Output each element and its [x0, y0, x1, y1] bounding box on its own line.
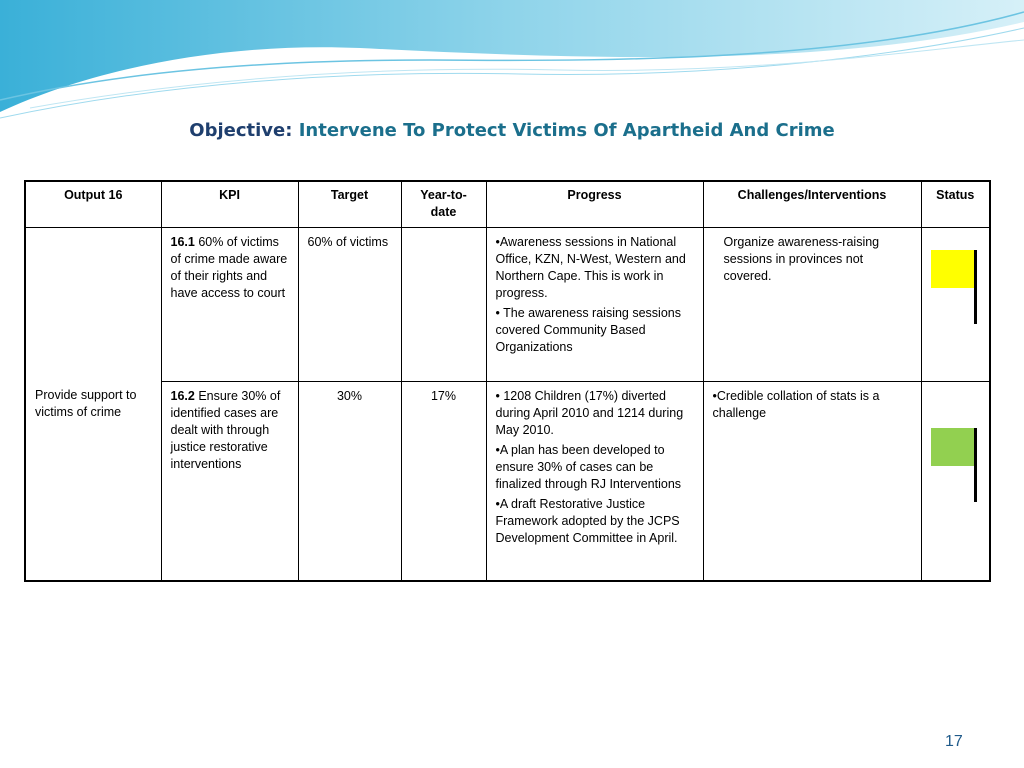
target-cell: 60% of victims	[298, 228, 401, 382]
header-wave-decoration	[0, 0, 1024, 125]
challenges-cell: Organize awareness-raising sessions in provinces not covered.	[703, 228, 921, 382]
status-cell	[921, 382, 990, 582]
slide-title	[0, 120, 1024, 141]
ytd-cell	[401, 228, 486, 382]
header-status: Status	[921, 181, 990, 228]
kpi-text: Ensure 30% of identified cases are dealt with through justice restorative interventions	[170, 389, 281, 471]
title-text: Intervene To Protect Victims Of Apartheid And Crime	[298, 120, 835, 141]
header-output: Output 16	[25, 181, 161, 228]
kpi-cell	[161, 228, 298, 382]
table-header-row	[25, 181, 990, 228]
kpi-table	[24, 180, 991, 582]
header-kpi: KPI	[161, 181, 298, 228]
flag-pole	[974, 428, 977, 502]
table-row	[25, 228, 990, 382]
table-row	[25, 382, 990, 582]
header-challenges: Challenges/Interventions	[703, 181, 921, 228]
status-flag-icon	[931, 250, 975, 288]
target-cell: 30%	[298, 382, 401, 582]
status-flag-icon	[931, 428, 975, 466]
progress-cell	[486, 382, 703, 582]
progress-cell	[486, 228, 703, 382]
header-year-to-date: Year-to-date	[401, 181, 486, 228]
status-cell	[921, 228, 990, 382]
progress-item: •A draft Restorative Justice Framework adopted by the JCPS Development Committee in April.	[495, 497, 680, 545]
flag-pole	[974, 250, 977, 324]
title-label: Objective:	[189, 120, 293, 141]
challenges-cell: •Credible collation of stats is a challenge	[703, 382, 921, 582]
kpi-number: 16.1	[170, 235, 195, 249]
progress-item: •Awareness sessions in National Office, KZN, N-West, Western and Northern Cape. This is work in progress.	[495, 235, 686, 300]
output-cell: Provide support to victims of crime	[25, 228, 161, 582]
kpi-number: 16.2	[170, 389, 195, 403]
header-target: Target	[298, 181, 401, 228]
progress-item: •A plan has been developed to ensure 30% of cases can be finalized through RJ Interventions	[495, 443, 682, 491]
kpi-text: 60% of victims of crime made aware of their rights and have access to court	[170, 235, 288, 300]
header-progress: Progress	[486, 181, 703, 228]
kpi-cell	[161, 382, 298, 582]
progress-item: • The awareness raising sessions covered Community Based Organizations	[495, 306, 681, 354]
page-number: 17	[945, 733, 963, 750]
ytd-cell: 17%	[401, 382, 486, 582]
progress-item: • 1208 Children (17%) diverted during April 2010 and 1214 during May 2010.	[495, 389, 684, 437]
